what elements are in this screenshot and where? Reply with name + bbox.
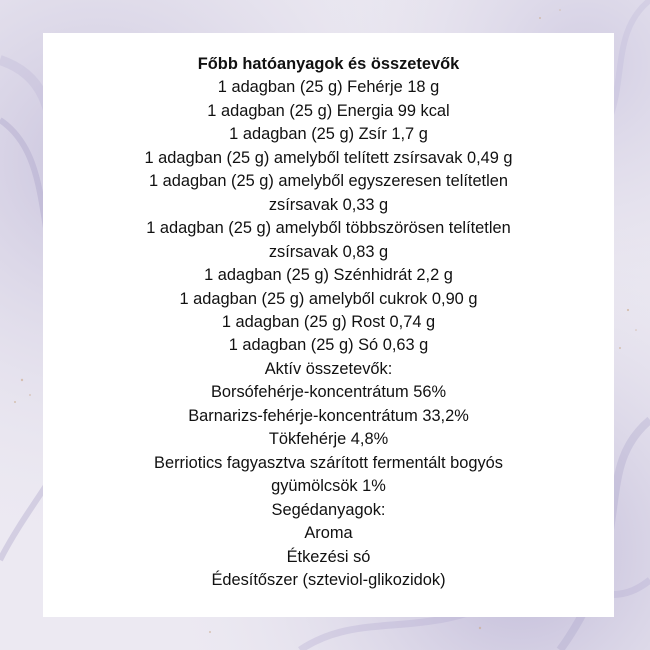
- ingredients-line: 1 adagban (25 g) Só 0,63 g: [228, 336, 429, 355]
- ingredients-card: [43, 33, 614, 617]
- ingredients-line: Aroma: [304, 524, 353, 543]
- ingredients-line: zsírsavak 0,33 g: [268, 195, 389, 214]
- ingredients-line: 1 adagban (25 g) Energia 99 kcal: [207, 101, 450, 120]
- ingredients-title: Főbb hatóanyagok és összetevők: [197, 55, 460, 73]
- ingredients-line: 1 adagban (25 g) Zsír 1,7 g: [229, 125, 428, 144]
- ingredients-line: 1 adagban (25 g) amelyből egyszeresen telítetlen: [148, 172, 508, 191]
- excipients-heading: Segédanyagok:: [271, 500, 386, 519]
- ingredients-line: 1 adagban (25 g) Rost 0,74 g: [221, 312, 436, 331]
- ingredients-line: 1 adagban (25 g) amelyből cukrok 0,90 g: [179, 289, 478, 308]
- ingredients-line: zsírsavak 0,83 g: [268, 242, 389, 261]
- ingredients-line: 1 adagban (25 g) Szénhidrát 2,2 g: [204, 266, 453, 285]
- ingredients-line: Borsófehérje-koncentrátum 56%: [210, 383, 447, 402]
- ingredients-line: Berriotics fagyasztva szárított fermentált bogyós: [154, 453, 503, 472]
- active-ingredients-heading: Aktív összetevők:: [264, 359, 393, 378]
- ingredients-line: Barnarizs-fehérje-koncentrátum 33,2%: [188, 406, 469, 425]
- ingredients-line: gyümölcsök 1%: [271, 477, 386, 496]
- ingredients-line: Édesítőszer (szteviol-glikozidok): [211, 570, 446, 589]
- ingredients-line: Étkezési só: [286, 547, 371, 566]
- ingredients-line: 1 adagban (25 g) amelyből többszörösen telítetlen: [146, 219, 511, 238]
- ingredients-list: [43, 76, 614, 592]
- ingredients-line: 1 adagban (25 g) amelyből telített zsírsavak 0,49 g: [144, 148, 513, 167]
- ingredients-line: Tökfehérje 4,8%: [268, 430, 389, 449]
- ingredients-line: 1 adagban (25 g) Fehérje 18 g: [217, 78, 440, 97]
